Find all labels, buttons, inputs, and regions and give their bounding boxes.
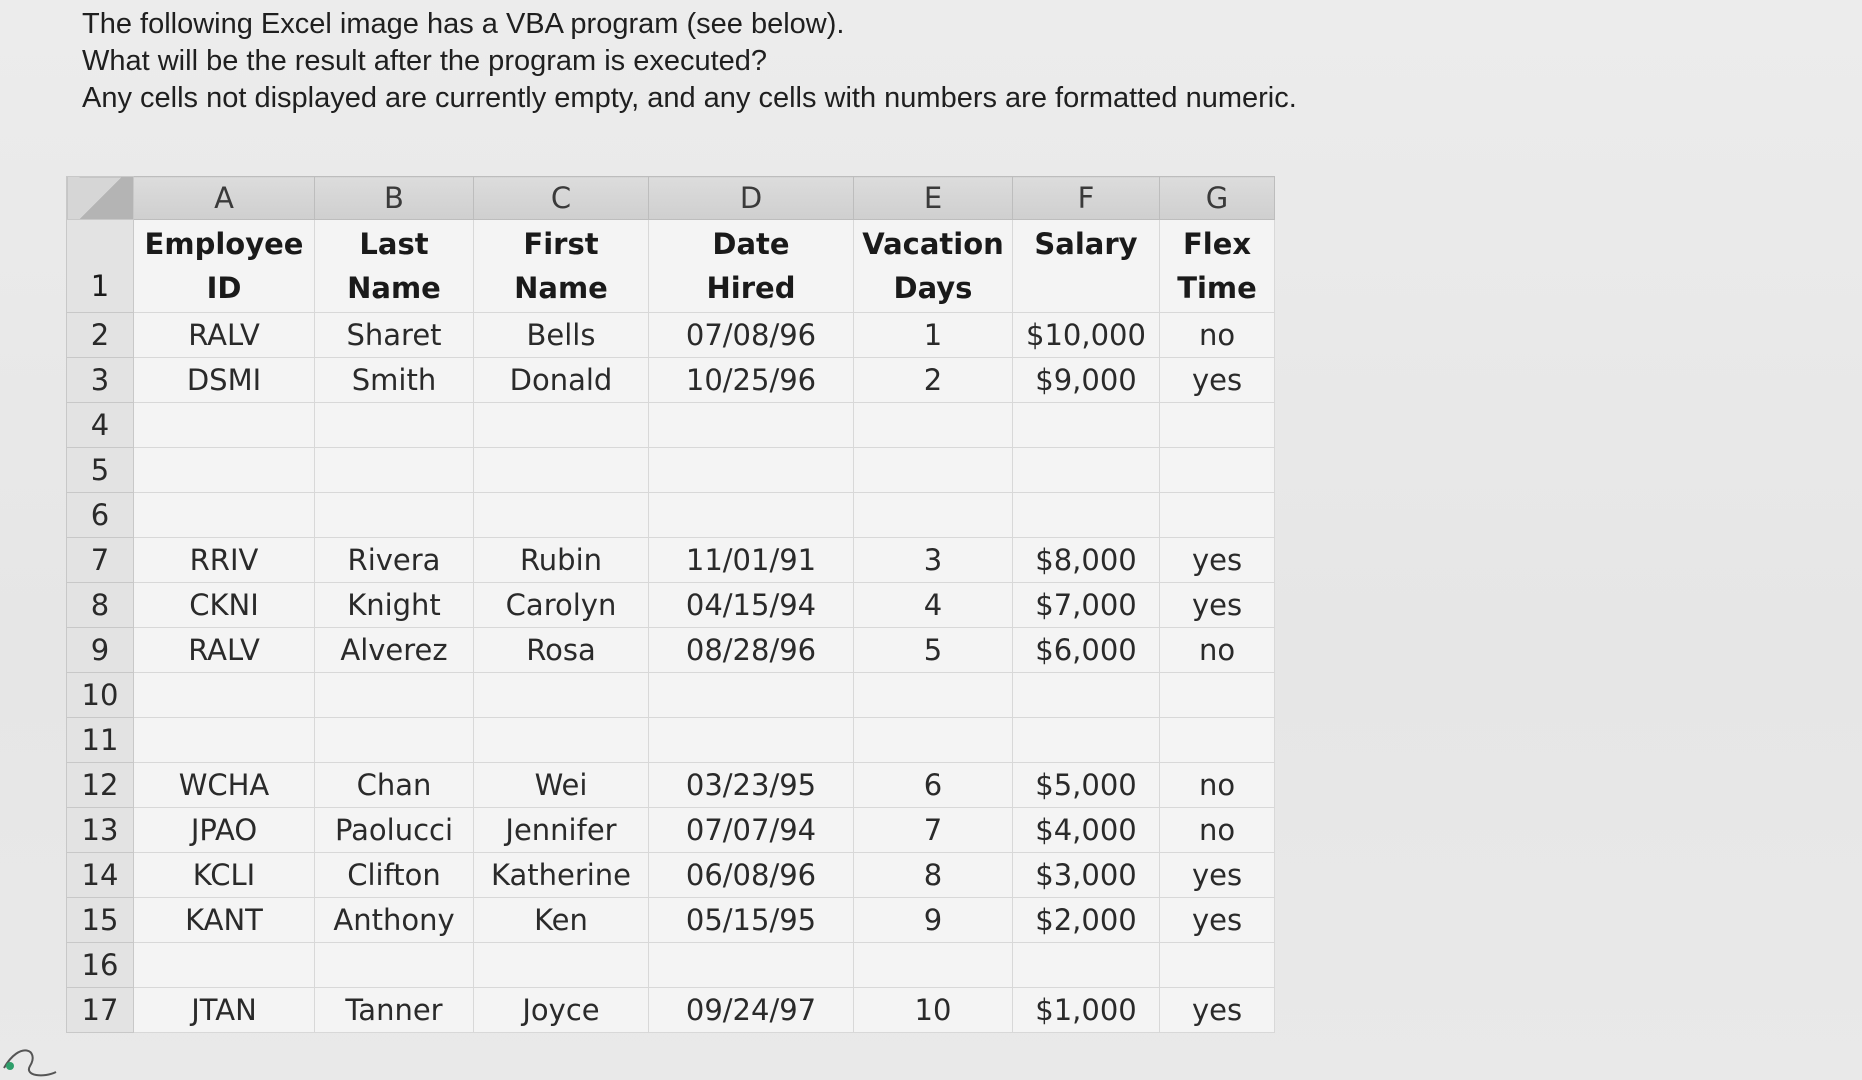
cell-vacation-days[interactable]: 5 xyxy=(854,628,1013,673)
question-line-1: The following Excel image has a VBA program (see below). xyxy=(82,8,845,40)
cell-date-hired[interactable]: 11/01/91 xyxy=(649,538,854,583)
cell-date-hired[interactable]: 06/08/96 xyxy=(649,853,854,898)
cell-date-hired[interactable] xyxy=(649,448,854,493)
header-text: Name xyxy=(514,271,608,305)
cell-employee-id[interactable]: KANT xyxy=(134,898,315,943)
cell-last-name[interactable]: Sharet xyxy=(315,313,474,358)
cell-first-name[interactable]: Joyce xyxy=(474,988,649,1033)
row-header[interactable]: 3 xyxy=(67,358,134,403)
column-header-row xyxy=(67,177,1275,220)
column-header-f[interactable]: F xyxy=(1013,177,1160,220)
cell-salary[interactable]: $5,000 xyxy=(1013,763,1160,808)
row-header[interactable]: 16 xyxy=(67,943,134,988)
cell-date-hired[interactable] xyxy=(649,718,854,763)
column-header-d[interactable]: D xyxy=(649,177,854,220)
cell-employee-id[interactable] xyxy=(134,448,315,493)
cell-first-name[interactable]: Bells xyxy=(474,313,649,358)
table-row xyxy=(67,943,1275,988)
cell-employee-id[interactable]: CKNI xyxy=(134,583,315,628)
row-header[interactable]: 8 xyxy=(67,583,134,628)
cell-salary[interactable]: $7,000 xyxy=(1013,583,1160,628)
header-text: Employee xyxy=(144,227,304,261)
cell-vacation-days[interactable]: 3 xyxy=(854,538,1013,583)
table-row xyxy=(67,718,1275,763)
cell-first-name[interactable] xyxy=(474,403,649,448)
row-header[interactable]: 5 xyxy=(67,448,134,493)
cell-employee-id[interactable] xyxy=(134,493,315,538)
table-row xyxy=(67,628,1275,673)
cell-last-name[interactable] xyxy=(315,673,474,718)
cell-salary[interactable] xyxy=(1013,403,1160,448)
cell-last-name[interactable]: Rivera xyxy=(315,538,474,583)
cell-employee-id[interactable]: RRIV xyxy=(134,538,315,583)
cell-date-hired[interactable] xyxy=(649,943,854,988)
cell-vacation-days[interactable]: 9 xyxy=(854,898,1013,943)
cell-first-name[interactable]: Rosa xyxy=(474,628,649,673)
cell-flex-time[interactable]: yes xyxy=(1160,538,1275,583)
cell-date-hired[interactable] xyxy=(649,403,854,448)
cell-vacation-days[interactable] xyxy=(854,493,1013,538)
cell-first-name[interactable]: Rubin xyxy=(474,538,649,583)
cell-last-name[interactable]: Tanner xyxy=(315,988,474,1033)
cell-vacation-days[interactable] xyxy=(854,718,1013,763)
cell-first-name[interactable] xyxy=(474,673,649,718)
question-text xyxy=(82,6,1297,117)
cell-employee-id[interactable]: JTAN xyxy=(134,988,315,1033)
column-header-c[interactable]: C xyxy=(474,177,649,220)
cell-flex-time[interactable] xyxy=(1160,493,1275,538)
cell-flex-time[interactable]: yes xyxy=(1160,898,1275,943)
row-header[interactable]: 17 xyxy=(67,988,134,1033)
cell-date-hired[interactable] xyxy=(649,493,854,538)
question-line-2: What will be the result after the program is executed? xyxy=(82,45,768,77)
cell-flex-time[interactable]: yes xyxy=(1160,988,1275,1033)
cell-employee-id[interactable]: DSMI xyxy=(134,358,315,403)
header-text: Days xyxy=(893,271,973,305)
cell-flex-time[interactable] xyxy=(1160,673,1275,718)
cell-first-name[interactable] xyxy=(474,493,649,538)
cell-flex-time[interactable] xyxy=(1160,718,1275,763)
row-header[interactable]: 6 xyxy=(67,493,134,538)
column-header-e[interactable]: E xyxy=(854,177,1013,220)
cell-last-name[interactable]: Smith xyxy=(315,358,474,403)
cell-vacation-days[interactable]: 8 xyxy=(854,853,1013,898)
cell-first-name[interactable] xyxy=(474,943,649,988)
cell-flex-time[interactable] xyxy=(1160,448,1275,493)
cell-last-name[interactable]: Alverez xyxy=(315,628,474,673)
cell-date-hired[interactable]: 03/23/95 xyxy=(649,763,854,808)
column-header-g[interactable]: G xyxy=(1160,177,1275,220)
cell-last-name[interactable]: Knight xyxy=(315,583,474,628)
cell-salary[interactable]: $8,000 xyxy=(1013,538,1160,583)
cell-flex-time[interactable] xyxy=(1160,403,1275,448)
cell-flex-time[interactable] xyxy=(1160,943,1275,988)
cell-vacation-days[interactable]: 7 xyxy=(854,808,1013,853)
cell-salary[interactable]: $3,000 xyxy=(1013,853,1160,898)
cell-employee-id[interactable]: KCLI xyxy=(134,853,315,898)
cell-vacation-days[interactable]: 4 xyxy=(854,583,1013,628)
cell-salary[interactable]: $2,000 xyxy=(1013,898,1160,943)
row-header[interactable]: 4 xyxy=(67,403,134,448)
cell-employee-id[interactable] xyxy=(134,403,315,448)
table-row xyxy=(67,988,1275,1033)
cell-employee-id[interactable]: WCHA xyxy=(134,763,315,808)
cell-last-name[interactable] xyxy=(315,403,474,448)
spreadsheet-grid xyxy=(66,176,1275,1033)
cell-first-name[interactable]: Katherine xyxy=(474,853,649,898)
cell-first-name[interactable]: Jennifer xyxy=(474,808,649,853)
cell-date-hired[interactable]: 07/07/94 xyxy=(649,808,854,853)
cell-last-name[interactable]: Chan xyxy=(315,763,474,808)
column-header-a[interactable]: A xyxy=(134,177,315,220)
cell-last-name[interactable] xyxy=(315,943,474,988)
header-text: Time xyxy=(1177,271,1257,305)
cell-first-name[interactable]: Carolyn xyxy=(474,583,649,628)
cell-salary[interactable] xyxy=(1013,448,1160,493)
cell-employee-id[interactable] xyxy=(134,718,315,763)
cell-last-name[interactable] xyxy=(315,718,474,763)
cell-vacation-days[interactable] xyxy=(854,448,1013,493)
cell-date-hired[interactable]: 07/08/96 xyxy=(649,313,854,358)
cell-salary[interactable]: $9,000 xyxy=(1013,358,1160,403)
header-text: Vacation xyxy=(862,227,1004,261)
header-text: Salary xyxy=(1034,227,1138,261)
cell-salary[interactable]: $1,000 xyxy=(1013,988,1160,1033)
header-text: Name xyxy=(347,271,441,305)
cell-employee-id[interactable]: RALV xyxy=(134,313,315,358)
cell-salary[interactable]: $10,000 xyxy=(1013,313,1160,358)
cell-last-name[interactable]: Clifton xyxy=(315,853,474,898)
cell-date-hired[interactable]: 04/15/94 xyxy=(649,583,854,628)
cell-date-hired[interactable]: 09/24/97 xyxy=(649,988,854,1033)
cell-vacation-days[interactable] xyxy=(854,673,1013,718)
cell-flex-time[interactable]: no xyxy=(1160,763,1275,808)
row-header[interactable]: 9 xyxy=(67,628,134,673)
column-header-b[interactable]: B xyxy=(315,177,474,220)
cell-vacation-days[interactable]: 6 xyxy=(854,763,1013,808)
table-row xyxy=(67,853,1275,898)
cell-last-name[interactable] xyxy=(315,448,474,493)
table-row xyxy=(67,493,1275,538)
cell-date-hired-header[interactable] xyxy=(649,220,854,313)
row-header[interactable]: 15 xyxy=(67,898,134,943)
cell-first-name[interactable] xyxy=(474,718,649,763)
cell-salary[interactable]: $6,000 xyxy=(1013,628,1160,673)
cell-vacation-days[interactable] xyxy=(854,403,1013,448)
row-header[interactable]: 12 xyxy=(67,763,134,808)
row-header[interactable]: 10 xyxy=(67,673,134,718)
select-all-corner[interactable] xyxy=(67,177,134,220)
table-row xyxy=(67,358,1275,403)
cell-employee-id[interactable] xyxy=(134,673,315,718)
table-row xyxy=(67,673,1275,718)
pen-scribble-icon xyxy=(0,1020,80,1080)
header-text: Flex xyxy=(1182,227,1252,261)
cell-first-name[interactable] xyxy=(474,448,649,493)
row-header[interactable]: 1 xyxy=(67,220,134,313)
cell-employee-id[interactable]: RALV xyxy=(134,628,315,673)
cell-last-name[interactable]: Paolucci xyxy=(315,808,474,853)
cell-flex-time[interactable]: no xyxy=(1160,628,1275,673)
cell-flex-time[interactable]: yes xyxy=(1160,583,1275,628)
cell-employee-id-header[interactable] xyxy=(134,220,315,313)
table-row xyxy=(67,403,1275,448)
cell-salary[interactable] xyxy=(1013,673,1160,718)
header-text: ID xyxy=(206,271,242,305)
header-text: Last xyxy=(359,227,429,261)
cell-vacation-days[interactable]: 10 xyxy=(854,988,1013,1033)
header-text: Hired xyxy=(706,271,796,305)
cell-salary[interactable] xyxy=(1013,718,1160,763)
header-text: First xyxy=(523,227,599,261)
cell-last-name[interactable] xyxy=(315,493,474,538)
table-row xyxy=(67,808,1275,853)
cell-salary[interactable] xyxy=(1013,943,1160,988)
row-header[interactable]: 13 xyxy=(67,808,134,853)
row-header[interactable]: 11 xyxy=(67,718,134,763)
table-row xyxy=(67,448,1275,493)
table-row xyxy=(67,763,1275,808)
cell-date-hired[interactable]: 10/25/96 xyxy=(649,358,854,403)
row-header[interactable]: 7 xyxy=(67,538,134,583)
cell-date-hired[interactable] xyxy=(649,673,854,718)
cell-flex-time[interactable]: no xyxy=(1160,808,1275,853)
cell-first-name[interactable]: Ken xyxy=(474,898,649,943)
cell-flex-time[interactable]: yes xyxy=(1160,853,1275,898)
cell-vacation-days[interactable]: 1 xyxy=(854,313,1013,358)
table-row xyxy=(67,538,1275,583)
row-header[interactable]: 2 xyxy=(67,313,134,358)
cell-flex-time[interactable]: yes xyxy=(1160,358,1275,403)
cell-salary[interactable] xyxy=(1013,493,1160,538)
cell-flex-time[interactable]: no xyxy=(1160,313,1275,358)
cell-date-hired[interactable]: 08/28/96 xyxy=(649,628,854,673)
table-row xyxy=(67,898,1275,943)
cell-date-hired[interactable]: 05/15/95 xyxy=(649,898,854,943)
cell-salary[interactable]: $4,000 xyxy=(1013,808,1160,853)
cell-vacation-days[interactable]: 2 xyxy=(854,358,1013,403)
cell-last-name[interactable]: Anthony xyxy=(315,898,474,943)
cell-last-name-header[interactable] xyxy=(315,220,474,313)
cell-first-name[interactable]: Donald xyxy=(474,358,649,403)
cell-employee-id[interactable]: JPAO xyxy=(134,808,315,853)
question-line-3: Any cells not displayed are currently empty, and any cells with numbers are formatted numeric. xyxy=(82,82,1297,114)
row-header[interactable]: 14 xyxy=(67,853,134,898)
cell-employee-id[interactable] xyxy=(134,943,315,988)
table-row xyxy=(67,313,1275,358)
header-text: Date xyxy=(712,227,790,261)
cell-vacation-days[interactable] xyxy=(854,943,1013,988)
cell-salary-header[interactable] xyxy=(1013,220,1160,313)
cell-first-name-header[interactable] xyxy=(474,220,649,313)
cell-first-name[interactable]: Wei xyxy=(474,763,649,808)
table-row xyxy=(67,583,1275,628)
table-header-row xyxy=(67,220,1275,313)
cell-flex-time-header[interactable] xyxy=(1160,220,1275,313)
cell-vacation-days-header[interactable] xyxy=(854,220,1013,313)
